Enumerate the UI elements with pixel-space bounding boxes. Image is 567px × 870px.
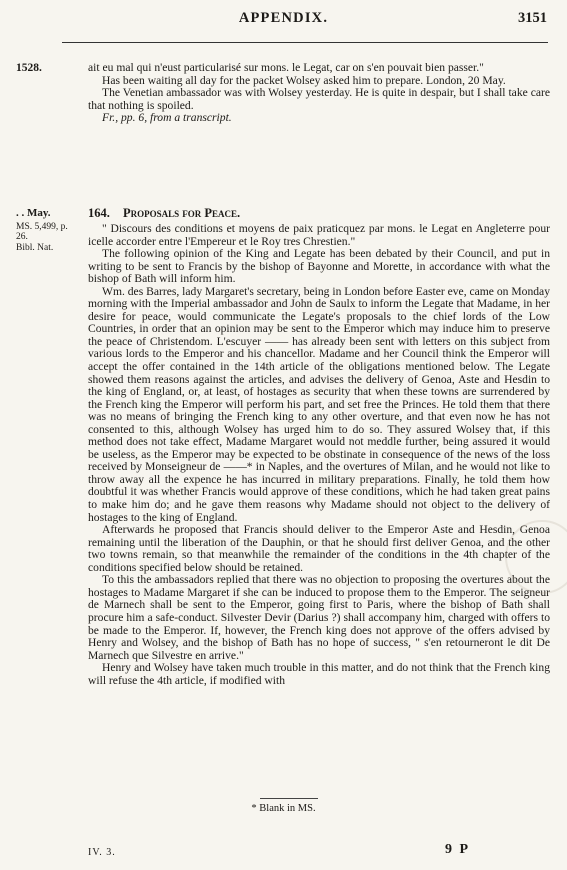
paragraph-waiting: Has been waiting all day for the packet Wolsey asked him to prepare. London, 20 May. xyxy=(102,73,506,87)
footnote-rule xyxy=(260,798,318,799)
entry-number: 164. xyxy=(88,206,110,220)
volume-signature: IV. 3. xyxy=(88,847,116,858)
entry-paragraph: Afterwards he proposed that Francis should deliver to the Emperor Aste and Hesdin, Genoa remaining until the liberation of the Dauphin, or that he should first deliver Genoa, and the other two towns remain, so that meanwhile the remainder of the conditions in the 4th chapter of the conditions specified below should be retained. xyxy=(88,523,550,574)
paragraph-venetian: The Venetian ambassador was with Wolsey yesterday. He is quite in despair, but I shall take care that nothing is spoiled. xyxy=(88,86,550,112)
margin-library: Bibl. Nat. xyxy=(16,242,54,253)
sheet-signature: 9 P xyxy=(445,842,471,857)
entry-body xyxy=(88,223,550,687)
page-number: 3151 xyxy=(518,10,547,26)
entry-title: Proposals for Peace. xyxy=(123,206,241,220)
margin-date: . . May. xyxy=(16,207,51,219)
entry-paragraph: " Discours des conditions et moyens de paix praticquez par mons. le Legat en Angleterre pour icelle accorder entre l'Empereur et le Roy tres Chrestien." xyxy=(88,222,550,248)
page-header xyxy=(0,9,567,31)
header-rule xyxy=(62,42,548,43)
margin-entry-ref xyxy=(16,208,68,253)
margin-ms-ref: MS. 5,499, p. 26. xyxy=(16,221,68,242)
entry-heading xyxy=(88,206,240,221)
entry-paragraph: Wm. des Barres, lady Margaret's secretary, being in London before Easter eve, came on Monday morning with the Imperial ambassador and John de Saulx to inform the Legate that Madame, in her desire for peace, would communicate the Legate's proposals to the chief lords of the Low Countries, in order that an opinion may be sent to the Emperor which may induce him to preserve the peace of Christendom. L'escuyer —— has already been sent with letters on this subject from various lords to the Emperor and his chancellor. Madame and her Council think the Emperor will accept the offer contained in the 14th article of the obligations mentioned below. The Legate showed them reasons against the articles, and advises the delivery of Genoa, Aste and Hesdin to the king of England, or, at least, of hostages as security that when these towns are surrendered by the French king the Emperor will perform his part, and set free the Princes. He told them that there was no means of bringing the French king to any other overture, and that even now he has not consented to this, although Wolsey has urged him to do so. They assured Wolsey that, if this method does not take effect, Madame Margaret would not meddle further, being assured it would be useless, as the Emperor may be expected to be obstinate in consequence of the news of the loss received by Monseigneur de ——* in Naples, and the overtures of Milan, and he would not like to throw away all the expence he has incurred in military preparations. Finally, he told them how doubtful it was whether Francis would approve of these conditions, which he had taken great pains to make him do; and he gave them reasons why Madame should not object to the delivery of hostages to the king of England. xyxy=(88,284,550,524)
footnote: * Blank in MS. xyxy=(251,803,316,814)
continuation-quote: ait eu mal qui n'eust particularisé sur mons. le Legat, car on s'en pouvait bien passer." xyxy=(88,61,484,74)
source-note: Fr., pp. 6, from a transcript. xyxy=(102,111,232,125)
top-continuation xyxy=(88,62,550,125)
entry-paragraph: The following opinion of the King and Legate has been debated by their Council, and put in writing to be sent to Francis by the bishop of Bayonne and Morette, in accordance with what the bishop of Bath will inform him. xyxy=(88,247,550,286)
entry-paragraph: Henry and Wolsey have taken much trouble in this matter, and do not think that the French king will refuse the 4th article, if modified with xyxy=(88,661,550,687)
entry-paragraph: To this the ambassadors replied that there was no objection to proposing the overtures about the hostages to Madame Margaret if she can be induced to propose them to the Emperor. The seigneur de Marnech shall be sent to the Emperor, going first to Paris, where the bishop of Bath shall procure him a safe-conduct. Silvester Devir (Darius ?) shall accompany him, charged with offers to be made to the Emperor. If, however, the French king does not approve of the offers advised by Henry and Wolsey, and the bishop of Bath has no hope of success, " s'en retourneront le dit De Marnech que Silvestre en arrive." xyxy=(88,573,550,662)
running-title: APPENDIX. xyxy=(238,10,329,26)
margin-year: 1528. xyxy=(16,62,42,74)
